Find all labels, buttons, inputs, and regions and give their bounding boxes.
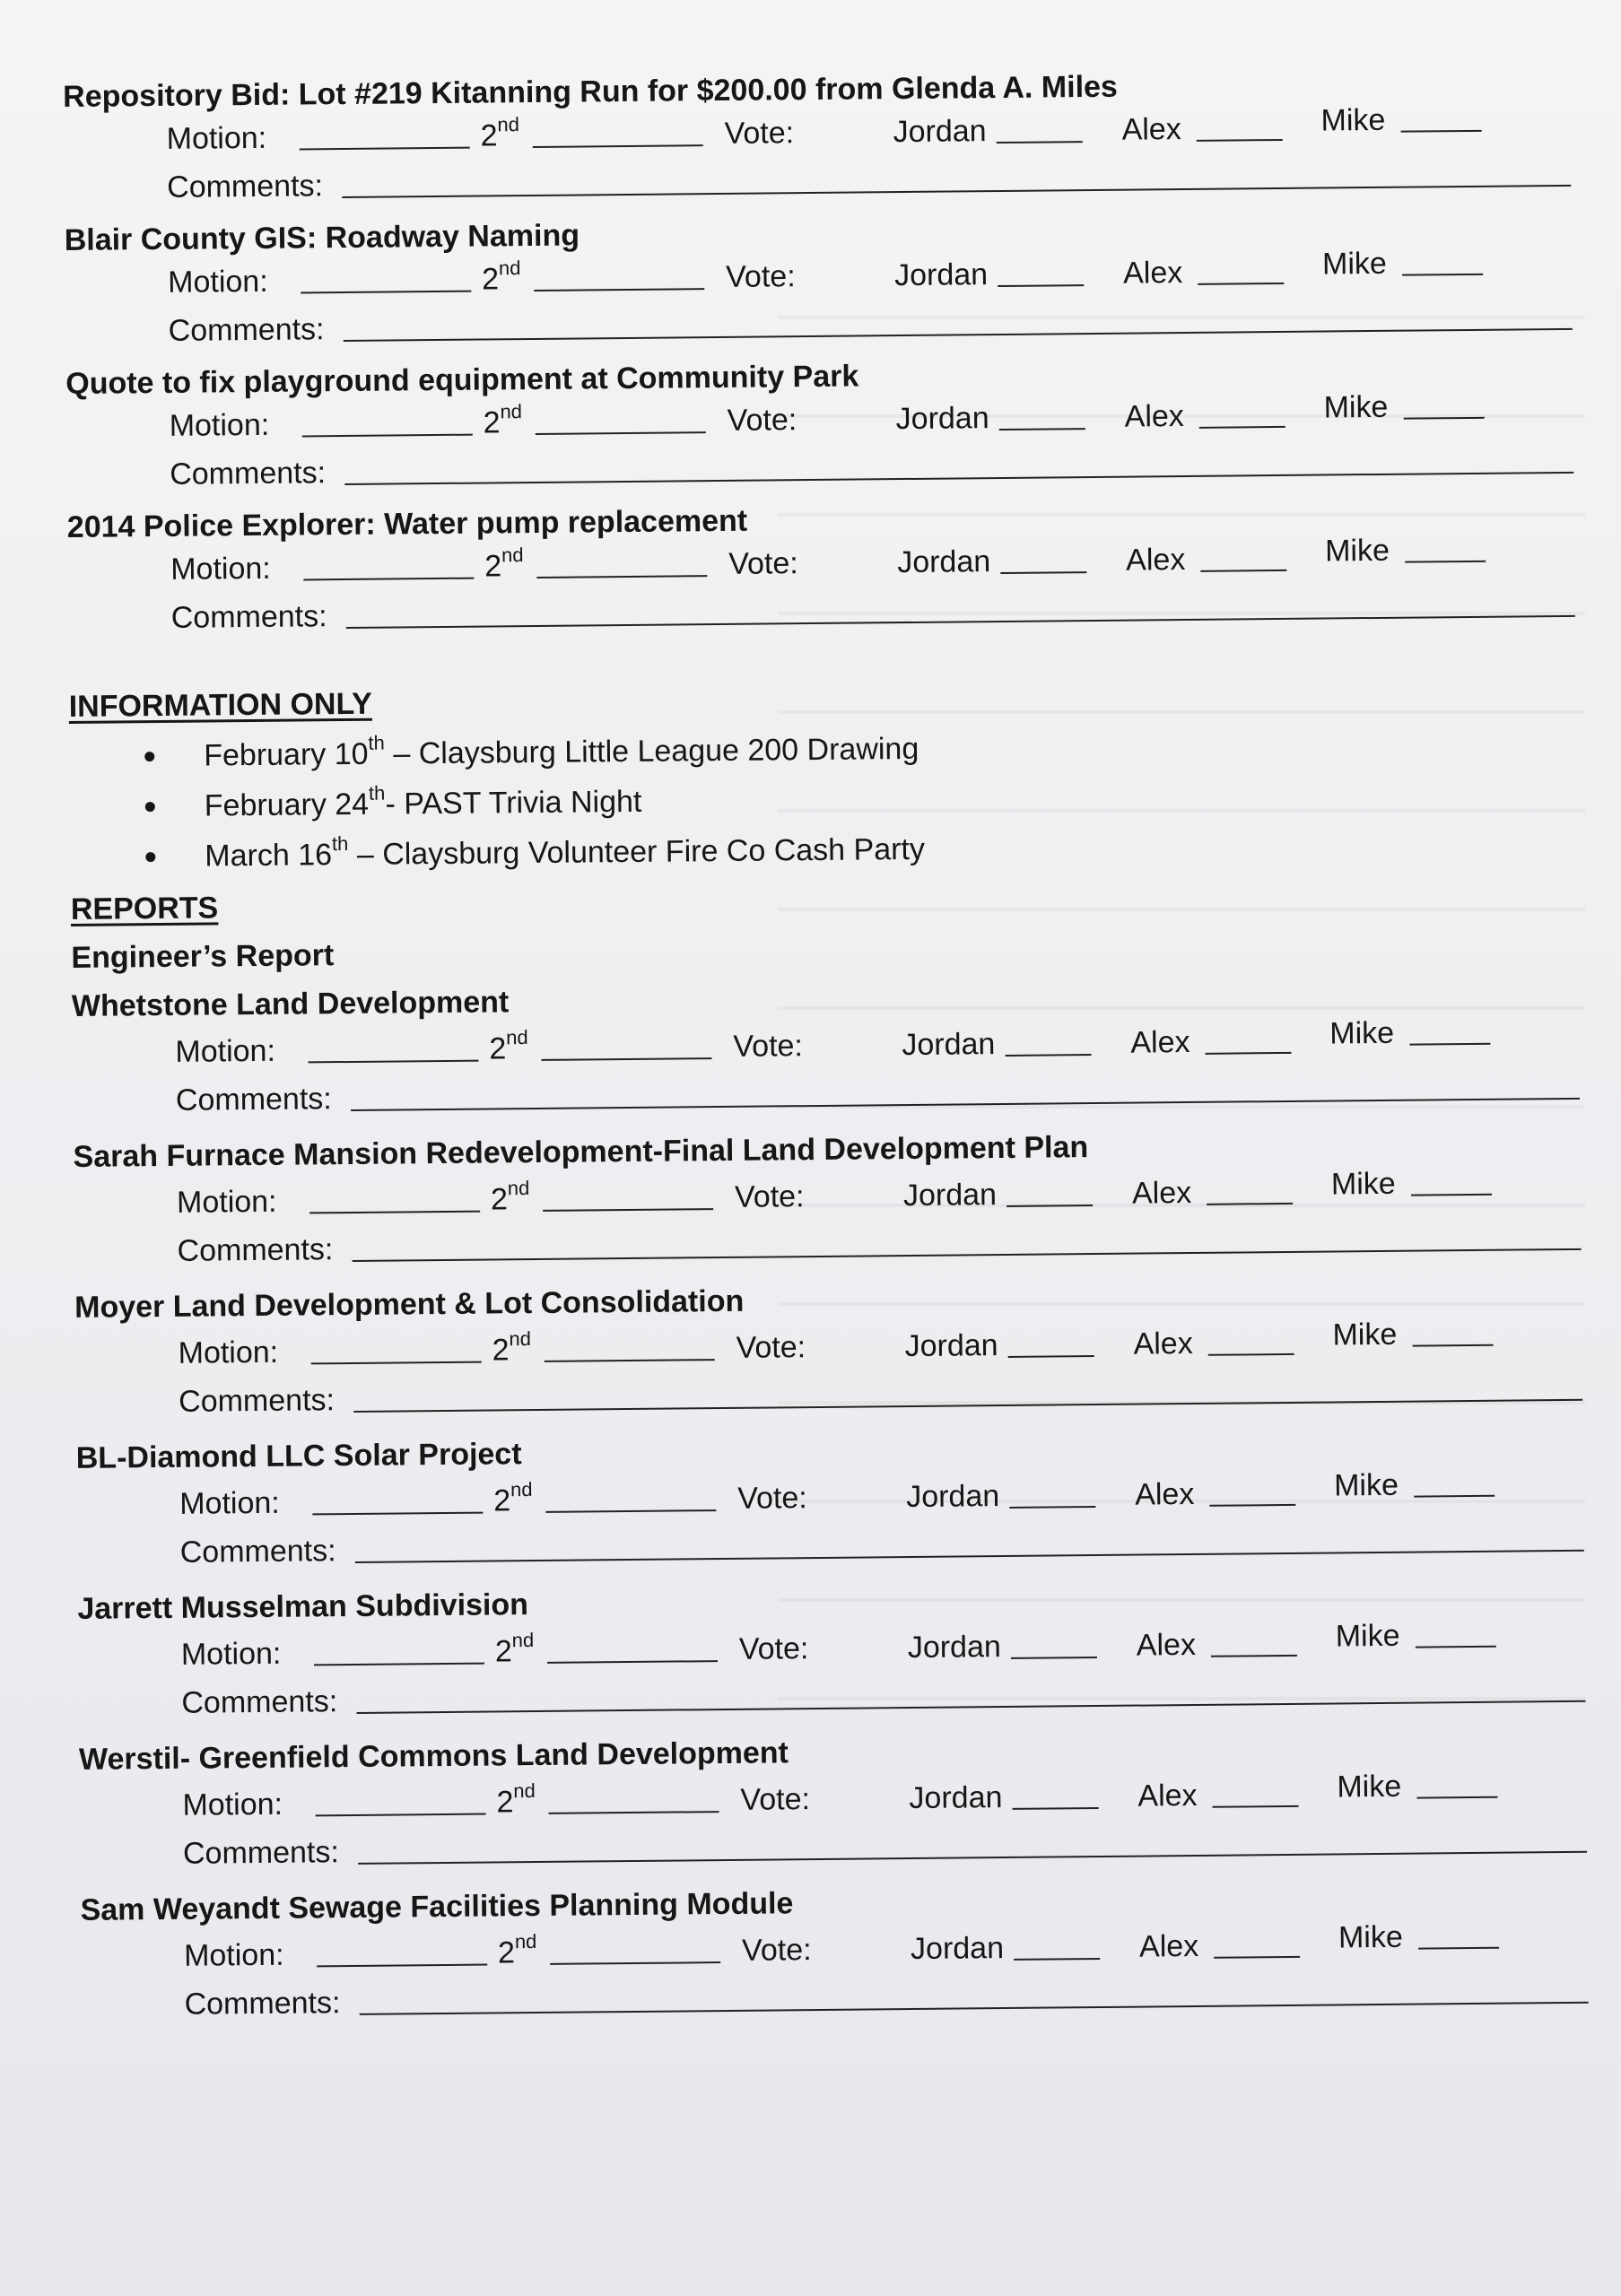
- second-field[interactable]: [542, 1057, 712, 1061]
- comments-field[interactable]: [355, 1550, 1584, 1563]
- jordan-label: Jordan: [904, 1328, 998, 1364]
- second-suffix: nd: [513, 1779, 536, 1802]
- vote-label: Vote:: [737, 1481, 807, 1516]
- jordan-label: Jordan: [895, 401, 989, 437]
- comments-label: Comments:: [170, 599, 327, 635]
- motion-field[interactable]: [311, 1361, 482, 1365]
- engineers-report-heading: Engineer’s Report: [71, 938, 335, 975]
- event-date: March 16: [205, 838, 333, 874]
- second-label: [480, 112, 520, 155]
- second-field[interactable]: [550, 1961, 720, 1965]
- event-description: – Claysburg Volunteer Fire Co Cash Party: [348, 831, 926, 872]
- mike-vote-field[interactable]: [1418, 1947, 1499, 1950]
- alex-vote-field[interactable]: [1199, 426, 1285, 429]
- comments-label: Comments:: [178, 1383, 336, 1419]
- old-business-1-motion-row: [166, 102, 1570, 159]
- jordan-label: Jordan: [910, 1931, 1005, 1967]
- second-label: [490, 1176, 530, 1219]
- second-number: 2: [483, 405, 501, 440]
- motion-field[interactable]: [301, 291, 471, 294]
- report-3-motion-row: [178, 1317, 1582, 1373]
- motion-field[interactable]: [316, 1813, 486, 1817]
- information-item: [142, 824, 925, 882]
- old-business-3-motion-row: [169, 389, 1573, 446]
- second-suffix: nd: [509, 1326, 532, 1350]
- date-suffix: th: [368, 781, 386, 804]
- motion-field[interactable]: [312, 1512, 483, 1516]
- comments-field[interactable]: [360, 2002, 1589, 2015]
- comments-label: Comments:: [170, 456, 327, 491]
- vote-label: Vote:: [724, 116, 795, 151]
- comments-field[interactable]: [351, 1098, 1580, 1111]
- alex-vote-field[interactable]: [1209, 1504, 1295, 1507]
- mike-label: Mike: [1320, 102, 1386, 138]
- alex-label: Alex: [1126, 543, 1186, 578]
- second-suffix: nd: [498, 256, 521, 280]
- report-item-title: Jarrett Musselman Subdivision: [77, 1587, 529, 1626]
- jordan-label: Jordan: [893, 114, 987, 150]
- mike-vote-field[interactable]: [1413, 1344, 1494, 1347]
- second-number: 2: [497, 1935, 516, 1970]
- jordan-vote-field[interactable]: [1000, 571, 1086, 574]
- report-4-comments-row: [180, 1519, 1593, 1572]
- mike-vote-field[interactable]: [1409, 1043, 1490, 1046]
- mike-vote-field[interactable]: [1416, 1646, 1496, 1648]
- bullet-icon: [145, 802, 155, 812]
- comments-field[interactable]: [358, 1851, 1587, 1865]
- second-suffix: nd: [497, 112, 520, 136]
- mike-label: Mike: [1321, 246, 1388, 282]
- vote-label: Vote:: [736, 1330, 806, 1365]
- jordan-vote-field[interactable]: [1009, 1506, 1095, 1509]
- alex-vote-field[interactable]: [1198, 283, 1284, 285]
- comments-label: Comments:: [181, 1684, 338, 1720]
- old-business-2-motion-row: [168, 246, 1572, 302]
- second-number: 2: [496, 1785, 514, 1820]
- alex-vote-field[interactable]: [1197, 139, 1283, 142]
- second-number: 2: [489, 1031, 507, 1066]
- comments-label: Comments:: [177, 1232, 334, 1268]
- jordan-vote-field[interactable]: [1011, 1657, 1097, 1659]
- report-7-comments-row: [184, 1971, 1597, 2024]
- second-number: 2: [481, 262, 500, 297]
- information-item: [142, 774, 925, 831]
- event-date: February 24: [204, 787, 370, 823]
- mike-label: Mike: [1330, 1166, 1396, 1202]
- motion-label: Motion:: [179, 1485, 280, 1521]
- mike-label: Mike: [1333, 1467, 1399, 1503]
- second-number: 2: [492, 1333, 510, 1368]
- report-item-title: Sarah Furnace Mansion Redevelopment-Final Land Development Plan: [73, 1130, 1089, 1174]
- event-date: February 10: [204, 736, 369, 773]
- comments-label: Comments:: [182, 1835, 340, 1871]
- jordan-label: Jordan: [906, 1479, 1000, 1515]
- vote-label: Vote:: [733, 1029, 804, 1064]
- second-label: [484, 543, 524, 586]
- report-2-motion-row: [176, 1166, 1581, 1222]
- alex-vote-field[interactable]: [1213, 1805, 1299, 1808]
- report-item-title: Sam Weyandt Sewage Facilities Planning Module: [80, 1886, 794, 1927]
- motion-label: Motion:: [175, 1033, 276, 1069]
- vote-label: Vote:: [725, 259, 796, 294]
- second-field[interactable]: [543, 1208, 713, 1212]
- second-label: [481, 256, 521, 299]
- comments-label: Comments:: [175, 1082, 332, 1118]
- vote-label: Vote:: [734, 1179, 805, 1214]
- report-7-motion-row: [183, 1919, 1588, 1976]
- information-only-heading: INFORMATION ONLY: [68, 686, 372, 724]
- second-label: [492, 1326, 532, 1370]
- motion-label: Motion:: [183, 1937, 284, 1973]
- second-number: 2: [490, 1182, 509, 1217]
- alex-label: Alex: [1122, 256, 1183, 291]
- mike-vote-field[interactable]: [1402, 274, 1483, 276]
- report-6-comments-row: [183, 1821, 1596, 1874]
- bullet-icon: [144, 752, 154, 761]
- second-suffix: nd: [506, 1025, 528, 1048]
- motion-label: Motion:: [180, 1636, 282, 1672]
- mike-vote-field[interactable]: [1404, 417, 1485, 420]
- second-label: [493, 1477, 533, 1520]
- jordan-label: Jordan: [902, 1027, 996, 1063]
- report-1-motion-row: [175, 1015, 1579, 1072]
- mike-label: Mike: [1335, 1618, 1400, 1654]
- jordan-label: Jordan: [902, 1178, 998, 1213]
- second-suffix: nd: [510, 1477, 533, 1500]
- motion-field[interactable]: [300, 147, 470, 151]
- mike-vote-field[interactable]: [1411, 1194, 1492, 1196]
- motion-field[interactable]: [314, 1663, 484, 1666]
- agenda-item-title: Repository Bid: Lot #219 Kitanning Run for $200.00 from Glenda A. Miles: [63, 69, 1119, 114]
- agenda-item-title: Blair County GIS: Roadway Naming: [64, 218, 580, 257]
- comments-field[interactable]: [346, 615, 1575, 629]
- second-suffix: nd: [501, 543, 524, 567]
- information-list: [141, 724, 925, 882]
- jordan-vote-field[interactable]: [997, 141, 1083, 144]
- alex-label: Alex: [1135, 1476, 1195, 1512]
- comments-field[interactable]: [353, 1248, 1582, 1262]
- comments-field[interactable]: [353, 1399, 1582, 1413]
- mike-vote-field[interactable]: [1414, 1495, 1495, 1498]
- mike-vote-field[interactable]: [1416, 1796, 1497, 1799]
- information-item: [141, 724, 924, 781]
- report-2-comments-row: [177, 1218, 1590, 1271]
- second-suffix: nd: [507, 1176, 530, 1199]
- alex-label: Alex: [1136, 1627, 1197, 1663]
- report-item-title: BL-Diamond LLC Solar Project: [75, 1437, 522, 1475]
- second-label: [494, 1628, 535, 1671]
- second-number: 2: [494, 1634, 512, 1669]
- motion-label: Motion:: [182, 1787, 283, 1822]
- second-suffix: nd: [514, 1929, 537, 1952]
- report-3-comments-row: [179, 1369, 1591, 1422]
- alex-vote-field[interactable]: [1214, 1956, 1300, 1959]
- old-business-3-comments-row: [170, 441, 1582, 494]
- comments-field[interactable]: [344, 328, 1573, 342]
- second-field[interactable]: [547, 1660, 718, 1664]
- comments-label: Comments:: [166, 169, 324, 204]
- jordan-vote-field[interactable]: [1008, 1355, 1094, 1358]
- jordan-vote-field[interactable]: [1007, 1205, 1093, 1207]
- comments-label: Comments:: [184, 1986, 341, 2022]
- alex-label: Alex: [1121, 112, 1181, 147]
- report-5-comments-row: [181, 1670, 1594, 1723]
- jordan-vote-field[interactable]: [1013, 1807, 1099, 1810]
- second-field[interactable]: [534, 288, 704, 291]
- comments-field[interactable]: [356, 1700, 1585, 1714]
- old-business-2-comments-row: [168, 298, 1581, 351]
- mike-vote-field[interactable]: [1401, 130, 1482, 133]
- second-field[interactable]: [533, 144, 703, 148]
- mike-vote-field[interactable]: [1405, 561, 1486, 563]
- agenda-item-title: 2014 Police Explorer: Water pump replacement: [66, 503, 748, 544]
- mike-label: Mike: [1329, 1015, 1395, 1051]
- reports-heading: REPORTS: [70, 891, 219, 926]
- jordan-label: Jordan: [897, 544, 991, 580]
- mike-label: Mike: [1332, 1317, 1398, 1352]
- mike-label: Mike: [1338, 1919, 1403, 1955]
- motion-label: Motion:: [168, 264, 268, 300]
- report-item-title: Whetstone Land Development: [71, 985, 510, 1023]
- jordan-label: Jordan: [893, 257, 989, 293]
- second-label: [496, 1779, 536, 1822]
- second-field[interactable]: [545, 1509, 716, 1513]
- mike-label: Mike: [1324, 533, 1390, 569]
- comments-field[interactable]: [342, 185, 1571, 198]
- old-business-4-motion-row: [170, 533, 1574, 589]
- date-suffix: th: [331, 831, 349, 855]
- alex-label: Alex: [1133, 1326, 1193, 1361]
- old-business-1-comments-row: [167, 154, 1580, 207]
- alex-label: Alex: [1131, 1175, 1192, 1211]
- motion-label: Motion:: [176, 1184, 277, 1220]
- second-number: 2: [484, 549, 502, 584]
- report-5-motion-row: [180, 1618, 1585, 1674]
- second-number: 2: [480, 118, 498, 153]
- alex-label: Alex: [1124, 399, 1184, 434]
- agenda-item-title: Quote to fix playground equipment at Community Park: [65, 359, 859, 401]
- vote-label: Vote:: [728, 546, 798, 581]
- motion-field[interactable]: [303, 578, 474, 581]
- date-suffix: th: [368, 731, 385, 754]
- motion-label: Motion:: [178, 1335, 279, 1370]
- event-description: - PAST Trivia Night: [385, 784, 642, 822]
- jordan-vote-field[interactable]: [1014, 1958, 1100, 1961]
- vote-label: Vote:: [727, 403, 797, 438]
- mike-label: Mike: [1323, 389, 1389, 425]
- second-label: [489, 1025, 528, 1068]
- alex-vote-field[interactable]: [1200, 570, 1286, 572]
- jordan-vote-field[interactable]: [1005, 1054, 1091, 1057]
- alex-vote-field[interactable]: [1207, 1203, 1293, 1205]
- vote-label: Vote:: [741, 1933, 812, 1968]
- second-field[interactable]: [545, 1359, 715, 1362]
- jordan-label: Jordan: [909, 1780, 1003, 1816]
- jordan-label: Jordan: [907, 1630, 1001, 1665]
- bullet-icon: [145, 852, 155, 862]
- jordan-vote-field[interactable]: [998, 284, 1084, 287]
- motion-field[interactable]: [309, 1060, 479, 1064]
- motion-field[interactable]: [317, 1964, 487, 1968]
- agenda-content: [63, 65, 1579, 2022]
- alex-vote-field[interactable]: [1208, 1353, 1294, 1356]
- second-field[interactable]: [536, 575, 707, 578]
- alex-vote-field[interactable]: [1205, 1052, 1291, 1055]
- second-field[interactable]: [549, 1811, 719, 1814]
- motion-field[interactable]: [302, 434, 473, 438]
- second-label: [497, 1929, 537, 1972]
- second-number: 2: [493, 1483, 511, 1518]
- old-business-4-comments-row: [171, 585, 1584, 638]
- report-1-comments-row: [176, 1067, 1589, 1120]
- alex-label: Alex: [1137, 1778, 1198, 1813]
- report-item-title: Werstil- Greenfield Commons Land Development: [78, 1735, 789, 1777]
- comments-label: Comments:: [168, 312, 325, 348]
- alex-vote-field[interactable]: [1211, 1655, 1297, 1657]
- event-description: – Claysburg Little League 200 Drawing: [384, 731, 919, 771]
- second-suffix: nd: [511, 1628, 535, 1651]
- mike-label: Mike: [1337, 1769, 1402, 1805]
- motion-label: Motion:: [169, 407, 270, 443]
- motion-label: Motion:: [166, 120, 267, 156]
- alex-label: Alex: [1138, 1928, 1199, 1964]
- vote-label: Vote:: [740, 1782, 811, 1817]
- second-label: [483, 399, 523, 442]
- motion-label: Motion:: [170, 551, 271, 587]
- vote-label: Vote:: [738, 1631, 809, 1666]
- second-field[interactable]: [536, 431, 706, 435]
- jordan-vote-field[interactable]: [999, 428, 1085, 430]
- second-suffix: nd: [500, 399, 523, 423]
- motion-field[interactable]: [309, 1211, 480, 1214]
- report-4-motion-row: [179, 1467, 1583, 1524]
- report-6-motion-row: [182, 1769, 1586, 1825]
- comments-label: Comments:: [179, 1534, 336, 1570]
- report-item-title: Moyer Land Development & Lot Consolidation: [74, 1283, 745, 1325]
- comments-field[interactable]: [344, 472, 1573, 485]
- alex-label: Alex: [1130, 1024, 1190, 1060]
